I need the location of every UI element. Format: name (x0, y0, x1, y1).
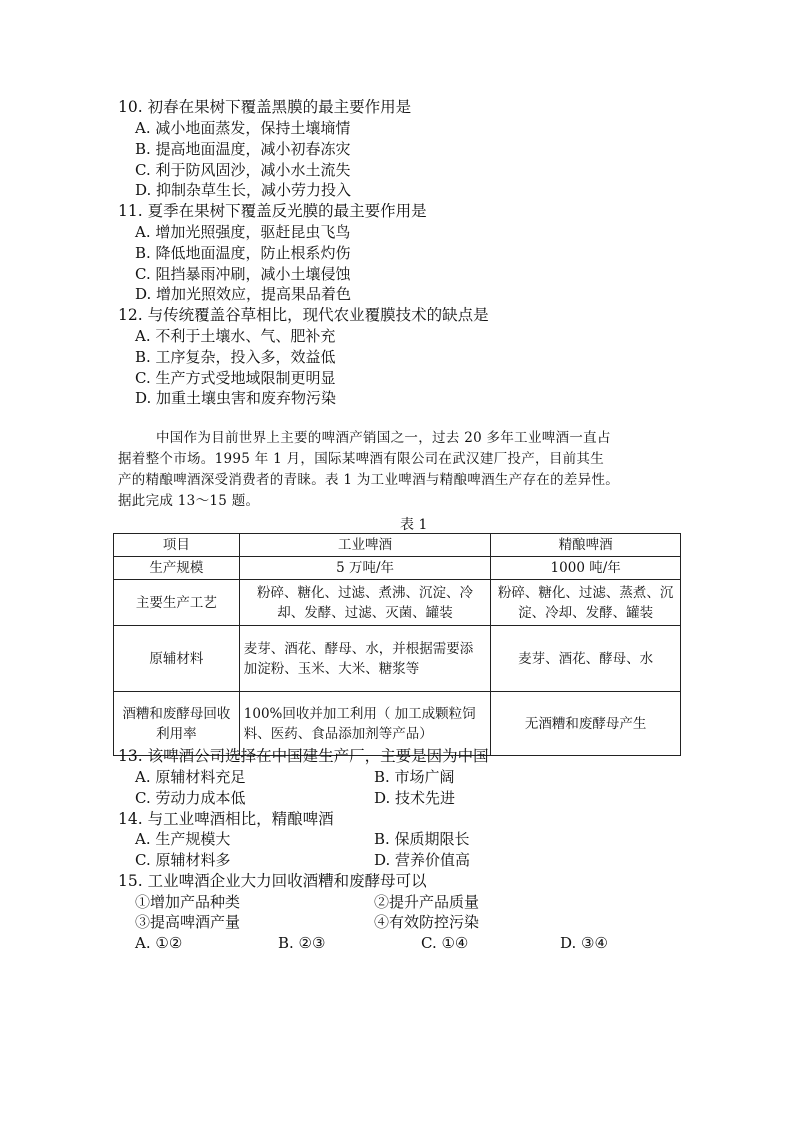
q13-option-a: A. 原辅材料充足 (135, 768, 246, 786)
question-12-stem: 12. 与传统覆盖谷草相比，现代农业覆膜技术的缺点是 (118, 306, 489, 324)
passage-line-3: 产的精酿啤酒深受消费者的青睐。表 1 为工业啤酒与精酿啤酒生产存在的差异性。 (118, 472, 620, 488)
q12-option-c: C. 生产方式受地域限制更明显 (135, 369, 336, 387)
table-header-cell: 项目 (114, 534, 240, 557)
table-cell: 麦芽、酒花、酵母、水 (491, 626, 681, 692)
table-cell: 100%回收并加工利用（ 加工成颗粒饲料、医药、食品添加剂等产品） (239, 692, 491, 756)
table-cell: 生产规模 (114, 557, 240, 580)
question-14-stem: 14. 与工业啤酒相比，精酿啤酒 (118, 810, 334, 828)
q15-option-c: C. ①④ (421, 934, 469, 952)
q15-option-d: D. ③④ (560, 934, 608, 952)
table-cell: 1000 吨/年 (491, 557, 681, 580)
question-10-stem: 10. 初春在果树下覆盖黑膜的最主要作用是 (118, 98, 412, 116)
q10-option-b: B. 提高地面温度，减小初春冻灾 (135, 140, 351, 158)
q15-item-2: ②提升产品质量 (374, 893, 480, 911)
table-cell: 主要生产工艺 (114, 580, 240, 626)
q13-option-b: B. 市场广阔 (374, 768, 455, 786)
q13-option-c: C. 劳动力成本低 (135, 789, 246, 807)
q10-option-a: A. 减小地面蒸发，保持土壤墒情 (135, 119, 351, 137)
q12-option-a: A. 不利于土壤水、气、肥补充 (135, 327, 336, 345)
q15-item-1: ①增加产品种类 (135, 893, 241, 911)
q13-option-d: D. 技术先进 (374, 789, 456, 807)
q14-option-a: A. 生产规模大 (135, 830, 231, 848)
q14-option-d: D. 营养价值高 (374, 851, 471, 869)
table-row (114, 626, 681, 692)
passage-line-4: 据此完成 13～15 题。 (118, 493, 260, 509)
table-cell: 5 万吨/年 (239, 557, 491, 580)
q14-option-c: C. 原辅材料多 (135, 851, 231, 869)
q10-option-d: D. 抑制杂草生长，减小劳力投入 (135, 181, 352, 199)
q11-option-b: B. 降低地面温度，防止根系灼伤 (135, 244, 351, 262)
table-header-cell: 工业啤酒 (239, 534, 491, 557)
q15-option-a: A. ①② (135, 934, 183, 952)
q15-option-b: B. ②③ (278, 934, 326, 952)
passage-line-2: 据着整个市场。1995 年 1 月，国际某啤酒有限公司在武汉建厂投产，目前其生 (118, 451, 605, 467)
q10-option-c: C. 利于防风固沙，减小水土流失 (135, 161, 351, 179)
q15-item-3: ③提高啤酒产量 (135, 913, 241, 931)
passage-line-1: 中国作为目前世界上主要的啤酒产销国之一，过去 20 多年工业啤酒一直占 (156, 430, 611, 446)
table-cell: 麦芽、酒花、酵母、水，并根据需要添加淀粉、玉米、大米、糖浆等 (239, 626, 491, 692)
q12-option-d: D. 加重土壤虫害和废弃物污染 (135, 389, 337, 407)
question-15-stem: 15. 工业啤酒企业大力回收酒糟和废酵母可以 (118, 872, 427, 890)
q11-option-a: A. 增加光照强度，驱赶昆虫飞鸟 (135, 223, 351, 241)
table-row (114, 557, 681, 580)
comparison-table (113, 533, 681, 756)
table-cell: 原辅材料 (114, 626, 240, 692)
table-caption: 表 1 (400, 517, 428, 533)
q14-option-b: B. 保质期限长 (374, 830, 470, 848)
q11-option-c: C. 阻挡暴雨冲刷，减小土壤侵蚀 (135, 265, 351, 283)
table-header-cell: 精酿啤酒 (491, 534, 681, 557)
table-cell: 粉碎、糖化、过滤、煮沸、沉淀、冷却、发酵、过滤、灭菌、罐装 (239, 580, 491, 626)
table-cell: 无酒糟和废酵母产生 (491, 692, 681, 756)
table-cell: 酒糟和废酵母回收利用率 (114, 692, 240, 756)
reading-passage (118, 428, 678, 512)
table-row (114, 580, 681, 626)
table-cell: 粉碎、糖化、过滤、蒸煮、沉淀、冷却、发酵、罐装 (491, 580, 681, 626)
q12-option-b: B. 工序复杂，投入多，效益低 (135, 348, 336, 366)
q15-item-4: ④有效防控污染 (374, 913, 480, 931)
question-11-stem: 11. 夏季在果树下覆盖反光膜的最主要作用是 (118, 202, 427, 220)
q11-option-d: D. 增加光照效应，提高果品着色 (135, 285, 352, 303)
question-13-stem: 13. 该啤酒公司选择在中国建生产厂，主要是因为中国 (118, 747, 489, 765)
table-header-row (114, 534, 681, 557)
